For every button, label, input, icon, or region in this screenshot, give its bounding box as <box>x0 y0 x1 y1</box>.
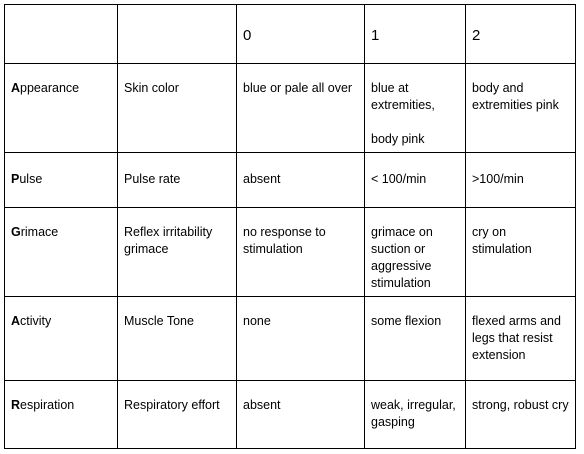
criterion-cell: Skin color <box>118 64 237 153</box>
score-1-cell <box>365 64 466 153</box>
table-row-appearance <box>5 64 576 153</box>
score-1-cell: < 100/min <box>365 153 466 208</box>
apgar-score-table <box>4 4 576 449</box>
sign-initial: P <box>11 172 20 186</box>
criterion-cell: Muscle Tone <box>118 297 237 381</box>
score-0-cell: no response to stimulation <box>237 208 365 297</box>
score-1-line-2: body pink <box>371 132 425 146</box>
score-0-cell: blue or pale all over <box>237 64 365 153</box>
header-cell-score-0: 0 <box>237 5 365 64</box>
table-row-grimace <box>5 208 576 297</box>
sign-initial: G <box>11 225 21 239</box>
score-1-cell: weak, irregular, gasping <box>365 381 466 449</box>
criterion-cell: Reflex irritability grimace <box>118 208 237 297</box>
table-row-pulse <box>5 153 576 208</box>
score-0-cell: absent <box>237 381 365 449</box>
sign-rest: rimace <box>20 225 59 239</box>
sign-rest: ppearance <box>20 81 80 95</box>
table-row-activity <box>5 297 576 381</box>
sign-cell <box>5 381 118 449</box>
score-2-cell: >100/min <box>466 153 576 208</box>
sign-rest: espiration <box>20 398 75 412</box>
criterion-cell: Respiratory effort <box>118 381 237 449</box>
sign-cell <box>5 208 118 297</box>
sign-cell <box>5 153 118 208</box>
score-1-line-1: blue at extremities, <box>371 81 435 112</box>
sign-initial: A <box>11 81 21 95</box>
sign-cell <box>5 297 118 381</box>
header-cell-criterion <box>118 5 237 64</box>
score-2-cell: cry on stimulation <box>466 208 576 297</box>
sign-initial: A <box>11 314 21 328</box>
table-row-respiration <box>5 381 576 449</box>
score-2-cell: strong, robust cry <box>466 381 576 449</box>
header-cell-sign <box>5 5 118 64</box>
score-2-cell: flexed arms and legs that resist extension <box>466 297 576 381</box>
header-cell-score-2: 2 <box>466 5 576 64</box>
score-1-cell: grimace on suction or aggressive stimulation <box>365 208 466 297</box>
score-2-cell: body and extremities pink <box>466 64 576 153</box>
score-0-cell: absent <box>237 153 365 208</box>
header-row <box>5 5 576 64</box>
header-cell-score-1: 1 <box>365 5 466 64</box>
score-0-cell: none <box>237 297 365 381</box>
sign-initial: R <box>11 398 21 412</box>
sign-rest: ulse <box>19 172 43 186</box>
criterion-cell: Pulse rate <box>118 153 237 208</box>
sign-rest: ctivity <box>20 314 52 328</box>
sign-cell <box>5 64 118 153</box>
score-1-cell: some flexion <box>365 297 466 381</box>
